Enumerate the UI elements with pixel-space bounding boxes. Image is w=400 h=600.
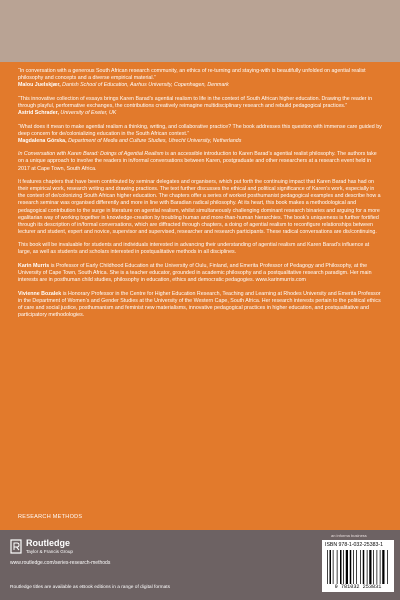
cover-top-band [0,0,400,62]
barcode-digits: 9 781032 253831 [334,584,382,590]
quote-attribution [18,110,382,117]
quote-text: “What does it mean to make agential realism a thinking, writing, and collaborative practice? The book addresses this question with immense care guided by deep concern for de/colonializing education in the South African context.” [18,123,382,137]
quote-text: “In conversation with a generous South African research community, an ethics of re-turning and staying-with is beautifully unfolded on agential realist philosophy and concepts and a diverse empirical material.” [18,68,366,82]
publisher-subtitle: Taylor & Francis Group [26,549,73,554]
endorsement-quote [18,124,382,145]
subject-category: RESEARCH METHODS [18,514,83,520]
ebook-note: Routledge titles are available as eBook editions in a range of digital formats [10,585,170,590]
endorsement-quote [18,96,382,117]
intro-text: is an accessible introduction to Karen Barad’s agential realist philosophy. The authors take on a unique approach to involve the readers in in/formal conversations between Karen, postgraduate and other researchers at a research event held in 2017 at Cape Town, South Africa. [18,151,377,172]
endorsement-quote [18,68,382,89]
author-name: Vivienne Bozalek [18,290,62,297]
barcode-icon [326,550,390,584]
isbn-label: ISBN 978-1-032-25383-1 [325,542,383,548]
description-paragraph: This book will be invaluable for students and individuals interested in advancing their understanding of agential realism and Karen Barad’s influence at large, as well as students and scholars interested in postqualitative methods in all disciplines. [18,242,370,256]
isbn-block [322,540,394,592]
back-cover-text [18,68,382,326]
endorser-affiliation: Department of Media and Culture Studies, Utrecht University, Netherlands [68,137,242,144]
publisher-name: Routledge [26,538,70,548]
footer-band [0,530,400,600]
endorser-affiliation: Danish School of Education, Aarhus University, Copenhagen, Denmark [62,82,229,89]
description-paragraph: It features chapters that have been contributed by seminar delegates and organisers, which put forth the continuing impact that Karen Barad has had on their empirical work, research writing and drawing practices. The text further discusses the ethical and political significance of Karen’s work, especially in the context of de/colonizing South African higher education. The chapters offer a series of worked posthumanist pedagogical examples and describe how a research seminar was organised differently and more in line with Baradian radical philosophy. At its heart, this book makes a methodological and pedagogical contribution to the surge in literature on agential realism, whilst simultaneously challenging dominant research binaries and arguing for a more egalitarian way of working together in knowledge-creation by troubling human and more-than-human hierarchies. The book’s uniqueness is further fortified through its description of in/formal conversations, which are diffracted through chapters, a doing of agential realism to reconfigure relationships between lecturer and student, expert and novice, supervisor and supervised, researcher and research participants. These radical conversations are dis/continuing. [18,179,381,235]
author-name: Karin Murris [18,263,50,270]
quote-attribution [18,82,382,89]
author-bio [18,291,382,319]
endorser-affiliation: University of Exeter, UK [60,109,117,116]
endorser-name: Malou Juelskjær, [18,82,61,89]
series-url: www.routledge.com/series-research-methods [10,560,111,566]
author-bio [18,263,382,284]
endorser-name: Astrid Schrader, [18,109,59,116]
description-intro [18,151,382,172]
endorser-name: Magdalena Górska, [18,137,67,144]
routledge-logo-icon [10,539,22,554]
book-title-italic: In Conversation with Karen Barad: Doings of Agential Realism [18,151,164,158]
bio-text: is Professor of Early Childhood Education at the University of Oulu, Finland, and Emerita Professor of Pedagogy and Philosophy, at the University of Cape Town, South Africa. She is a teacher educator, grounded in academic philosophy and a postqualitative research paradigm. Her main interests are in posthuman child studies, philosophy in education, ethics and democratic pedagogies. www.karinmurris.com [18,263,372,284]
quote-text: “This innovative collection of essays brings Karen Barad’s agential realism to life in the context of South African higher education. Drawing the reader in through playful, performative exchanges, the contributions creatively reimagine multidisciplinary research and rebuild pedagogical practices.” [18,95,373,109]
informa-tagline: an informa business [331,533,367,538]
quote-attribution [18,138,382,145]
bio-text: is Honorary Professor in the Centre for Higher Education Research, Teaching and Learning at Rhodes University and Emerita Professor in the Department of Women’s and Gender Studies at the University of the Western Cape, South Africa. Her research interests pertain to the political ethics of care and social justice, posthumanism and feminist new materialisms, innovative pedagogical practices in higher education, and postqualitative and participatory methodologies. [18,290,381,319]
